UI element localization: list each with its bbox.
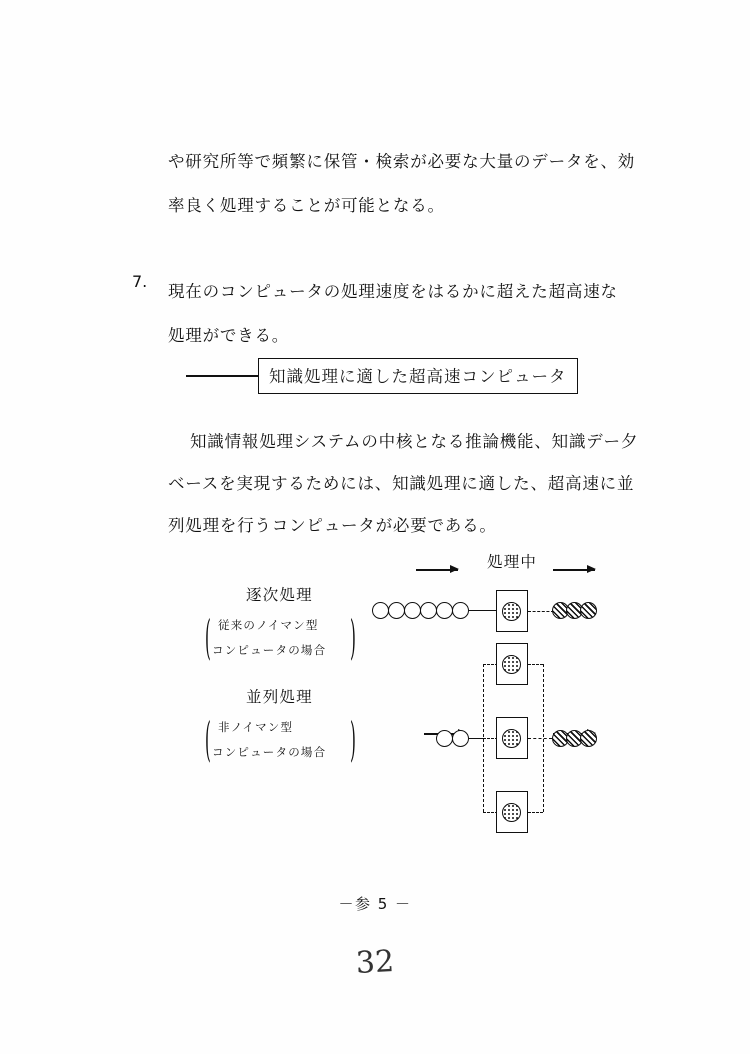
paragraph-line: 率良く処理することが可能となる。 bbox=[168, 196, 445, 215]
sequential-note-line1: 従来のノイマン型 bbox=[218, 618, 319, 632]
folio: －参 5 － bbox=[338, 895, 412, 913]
output-ball bbox=[580, 602, 597, 619]
dashed-branch bbox=[528, 664, 543, 665]
processing-ball bbox=[502, 655, 521, 674]
input-ball bbox=[452, 602, 469, 619]
input-ball bbox=[452, 730, 469, 747]
input-ball bbox=[436, 730, 453, 747]
dashed-branch bbox=[528, 812, 543, 813]
bracket-close-left: ) bbox=[350, 610, 356, 666]
processing-ball bbox=[502, 729, 521, 748]
page-number: 32 bbox=[355, 944, 395, 981]
paragraph-line: や研究所等で頻繁に保管・検索が必要な大量のデータを、効 bbox=[168, 152, 636, 171]
input-ball bbox=[372, 602, 389, 619]
input-ball bbox=[388, 602, 405, 619]
output-ball bbox=[580, 730, 597, 747]
dashed-connector bbox=[528, 611, 554, 612]
body-paragraph-line: 知識情報処理システムの中核となる推論機能、知識デー夕 bbox=[190, 432, 639, 451]
sequential-title: 逐次処理 bbox=[246, 586, 313, 604]
processing-ball bbox=[502, 602, 521, 621]
bracket-open-left: ( bbox=[205, 610, 211, 666]
list-number: 7. bbox=[132, 272, 148, 291]
arrow-out-sequential bbox=[553, 569, 595, 571]
figure-top-label: 処理中 bbox=[487, 553, 538, 571]
numbered-item-line: 現在のコンピュータの処理速度をはるかに超えた超高速な bbox=[168, 282, 618, 301]
input-ball bbox=[420, 602, 437, 619]
connector-line bbox=[469, 738, 483, 739]
dashed-branch bbox=[528, 738, 552, 739]
bracket-close-right: ) bbox=[350, 712, 356, 768]
dashed-bus-right bbox=[543, 664, 544, 812]
body-paragraph-line: 列処理を行うコンピュータが必要である。 bbox=[168, 516, 497, 535]
input-ball bbox=[436, 602, 453, 619]
parallel-note-line2: コンピュータの場合 bbox=[212, 745, 327, 759]
heading-rule bbox=[186, 375, 258, 377]
parallel-note-line1: 非ノイマン型 bbox=[218, 720, 294, 734]
body-paragraph-line: ベースを実現するためには、知識処理に適した、超高速に並 bbox=[168, 474, 635, 493]
arrow-in-sequential bbox=[416, 569, 458, 571]
bracket-open-right: ( bbox=[205, 712, 211, 768]
processing-ball bbox=[502, 803, 521, 822]
process-diagram bbox=[0, 545, 750, 845]
parallel-title: 並列処理 bbox=[246, 688, 313, 706]
sequential-note-line2: コンピュータの場合 bbox=[212, 643, 327, 657]
connector-line bbox=[469, 610, 496, 611]
numbered-item-line: 処理ができる。 bbox=[168, 326, 290, 345]
input-ball bbox=[404, 602, 421, 619]
section-heading: 知識処理に適した超高速コンピュータ bbox=[258, 358, 578, 394]
